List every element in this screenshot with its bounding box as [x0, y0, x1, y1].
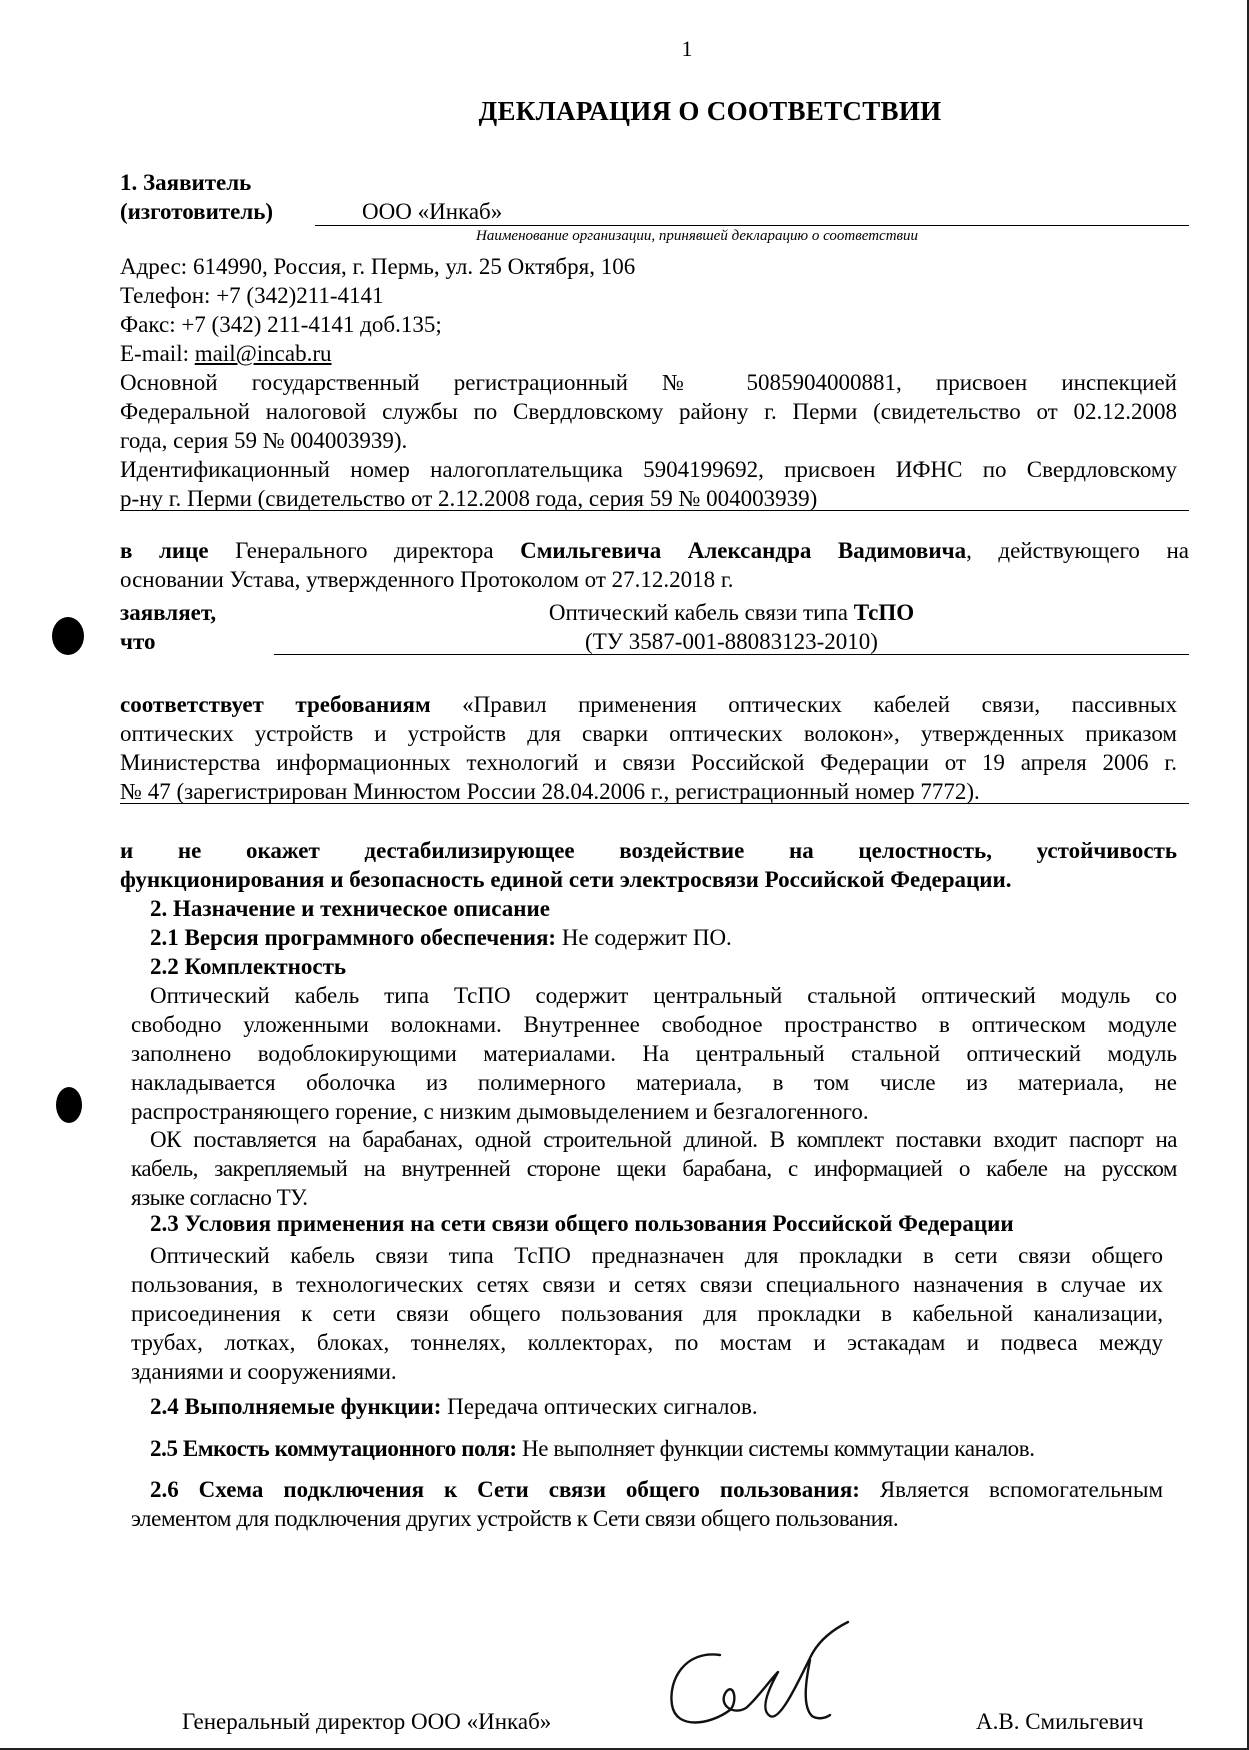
s22-p2-line-2: кабель, закрепляемый на внутренней стороне щеки барабана, с информацией о кабеле на русском: [131, 1156, 1177, 1181]
compliance-line-2: оптических устройств и устройств для сварки оптических волокон», утвержденных приказом: [120, 721, 1177, 746]
stability-line-1: и не окажет дестабилизирующее воздействие на целостность, устойчивость: [120, 838, 1177, 863]
inn-line-1: Идентификационный номер налогоплательщика 5904199692, присвоен ИФНС по Свердловскому: [120, 457, 1177, 482]
representative-prefix: в лице: [120, 538, 209, 563]
section-2-4: [150, 1392, 758, 1421]
section-2-1: [150, 923, 732, 952]
section-2-3-heading: 2.3 Условия применения на сети связи общего пользования Российской Федерации: [150, 1211, 1014, 1236]
section-2-6-block: [131, 1475, 1163, 1533]
punch-hole-icon: [56, 1087, 82, 1123]
applicant-name: ООО «Инкаб»: [362, 199, 503, 224]
ogrn-line-2: Федеральной налоговой службы по Свердловскому району г. Перми (свидетельство от 02.12.2008: [120, 399, 1177, 424]
section-2-heading: 2. Назначение и техническое описание: [150, 896, 550, 921]
section-2-4-value: Передача оптических сигналов.: [441, 1394, 758, 1419]
fax: Факс: +7 (342) 211-4141 доб.135;: [120, 312, 442, 337]
ogrn-line-3: года, серия 59 № 004003939).: [120, 428, 408, 453]
signature-icon: [660, 1620, 860, 1740]
s23-line-2: пользования, в технологических сетях связи и сетях связи специального назначения в случае их: [131, 1272, 1163, 1297]
compliance-line-1-rest: «Правил применения оптических кабелей связи, пассивных: [430, 692, 1177, 717]
section-2-2-heading: 2.2 Комплектность: [150, 954, 347, 979]
s23-line-3: присоединения к сети связи общего пользования для прокладки в кабельной канализации,: [131, 1301, 1163, 1326]
inn-line-2: р-ну г. Перми (свидетельство от 2.12.2008 года, серия 59 № 004003939): [120, 486, 818, 511]
s22-p1-line-2: свободно уложенными волокнами. Внутреннее свободное пространство в оптическом модуле: [131, 1012, 1177, 1037]
document-title: ДЕКЛАРАЦИЯ О СООТВЕТСТВИИ: [478, 96, 942, 126]
ogrn-line-1: Основной государственный регистрационный № 5085904000881, присвоен инспекцией: [120, 370, 1177, 395]
compliance-lead: соответствует требованиям: [120, 692, 431, 717]
representative-line-2: основании Устава, утвержденного Протоколом от 27.12.2018 г.: [120, 567, 734, 592]
representative-line-1: [120, 536, 1189, 565]
compliance-line-4: № 47 (зарегистрирован Минюстом России 28.04.2006 г., регистрационный номер 7772).: [120, 779, 980, 804]
page-number: 1: [681, 36, 693, 61]
product-name: [274, 598, 1189, 627]
s22-p2-line-3: языке согласно ТУ.: [131, 1185, 308, 1210]
representative-block: [120, 536, 1189, 594]
section-2-6-label: 2.6 Схема подключения к Сети связи общего пользования:: [150, 1477, 860, 1502]
stability-line-2: функционирования и безопасность единой сети электросвязи Российской Федерации.: [120, 867, 1012, 892]
section-2-6-line-1: [131, 1475, 1163, 1504]
s22-p1-line-3: заполнено водоблокирующими материалами. На центральный стальной оптический модуль: [131, 1041, 1177, 1066]
s22-p1-line-1: Оптический кабель типа ТсПО содержит центральный стальной оптический модуль со: [150, 983, 1177, 1008]
section-2-4-label: 2.4 Выполняемые функции:: [150, 1394, 442, 1419]
s23-line-4: трубах, лотках, блоках, тоннелях, коллекторах, по мостам и эстакадам и подвеса между: [131, 1330, 1163, 1355]
section-2-3-paragraph: [131, 1241, 1163, 1386]
phone: Телефон: +7 (342)211-4141: [120, 283, 384, 308]
compliance-block: [120, 690, 1177, 806]
stability-block: [120, 836, 1177, 894]
section-2-1-label: 2.1 Версия программного обеспечения:: [150, 925, 557, 950]
registration-underline: [120, 510, 1189, 511]
section-2-5: [150, 1434, 1035, 1463]
compliance-line-3: Министерства информационных технологий и связи Российской Федерации от 19 апреля 2006 г.: [120, 750, 1177, 775]
s23-line-5: зданиями и сооружениями.: [131, 1359, 397, 1384]
punch-hole-icon: [52, 617, 84, 655]
representative-name: Смильгевича Александра Вадимовича: [520, 538, 967, 563]
s22-p1-line-5: распространяющего горение, с низким дымовыделением и безгалогенного.: [131, 1099, 869, 1124]
section-2-2-paragraph-1: [131, 981, 1177, 1126]
declares-label-2: что: [120, 629, 156, 654]
footer-signer: А.В. Смильгевич: [976, 1709, 1144, 1734]
section-2-2-paragraph-2: [131, 1125, 1177, 1212]
section-2-5-value: Не выполняет функции системы коммутации каналов.: [516, 1436, 1035, 1461]
registration-block: [120, 368, 1177, 513]
footer-position: Генеральный директор ООО «Инкаб»: [182, 1709, 552, 1734]
representative-text-2: , действующего на: [966, 538, 1189, 563]
section-2-6-value: Является вспомогательным: [859, 1477, 1164, 1502]
email-label: E-mail:: [120, 341, 195, 366]
representative-text-1: Генерального директора: [208, 538, 521, 563]
declares-label-1: заявляет,: [120, 600, 217, 625]
section-2-6-line-2: элементом для подключения других устройств к Сети связи общего пользования.: [131, 1506, 899, 1531]
s22-p2-line-1: ОК поставляется на барабанах, одной строительной длиной. В комплект поставки входит паспорт на: [150, 1127, 1177, 1152]
compliance-line-1: [120, 690, 1177, 719]
applicant-underline: [315, 225, 1189, 226]
applicant-label-1: 1. Заявитель: [120, 170, 252, 195]
address: Адрес: 614990, Россия, г. Пермь, ул. 25 Октября, 106: [120, 254, 636, 279]
email-link[interactable]: mail@incab.ru: [194, 341, 332, 366]
applicant-label-2: (изготовитель): [120, 199, 274, 224]
s22-p1-line-4: накладывается оболочка из полимерного материала, в том числе из материала, не: [131, 1070, 1177, 1095]
applicant-caption: Наименование организации, принявшей декларацию о соответствии: [476, 228, 919, 244]
product-type: ТсПО: [853, 600, 915, 625]
product-prefix: Оптический кабель связи типа: [548, 600, 854, 625]
section-2-5-label: 2.5 Емкость коммутационного поля:: [150, 1436, 517, 1461]
compliance-underline: [120, 803, 1189, 804]
section-2-1-value: Не содержит ПО.: [556, 925, 732, 950]
product-spec: (ТУ 3587-001-88083123-2010): [585, 629, 878, 654]
email-row: [120, 339, 332, 368]
product-underline: [274, 654, 1189, 655]
s23-line-1: Оптический кабель связи типа ТсПО предназначен для прокладки в сети связи общего: [150, 1243, 1163, 1268]
